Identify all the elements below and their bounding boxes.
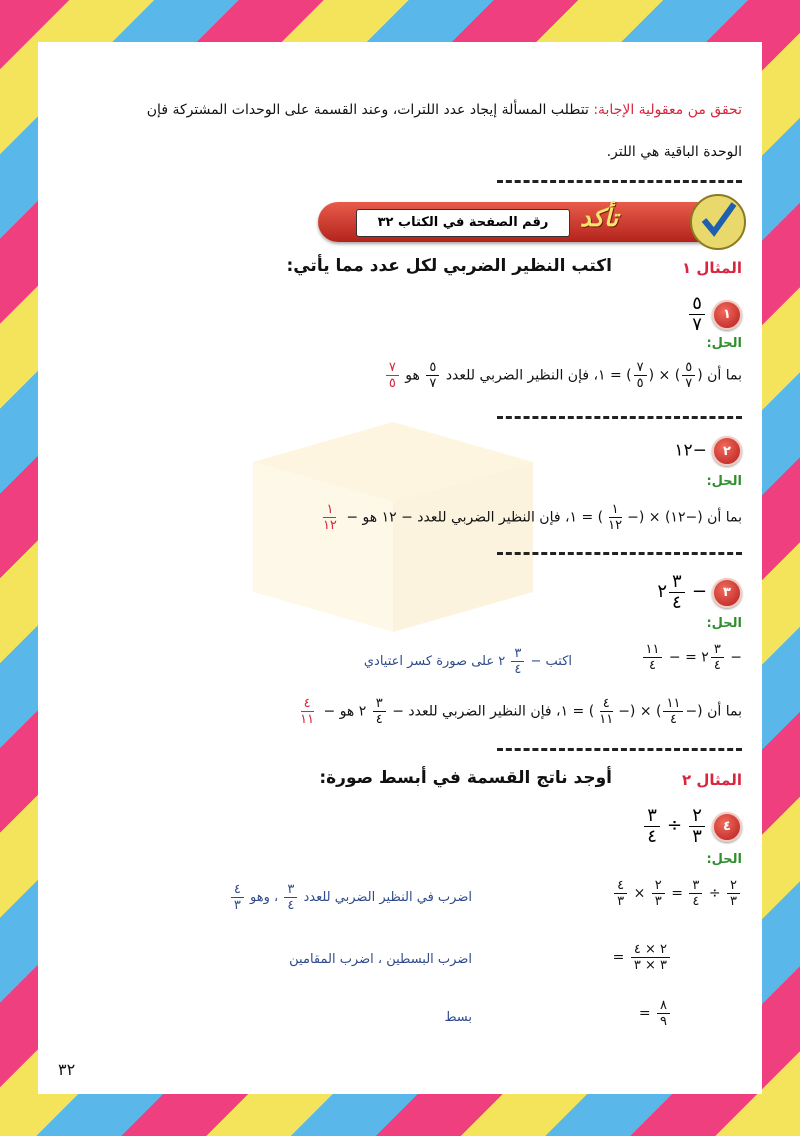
question-number-badge: ٣: [712, 578, 742, 608]
question-2-answer: $\frac{١}{١٢}$: [322, 502, 337, 533]
page-number: ٣٢: [58, 1060, 76, 1079]
question-number-badge: ١: [712, 300, 742, 330]
question-2: [674, 436, 742, 466]
question-4-step-1: $\frac{٢}{٣}$ ÷ $\frac{٣}{٤}$ = $\frac{٢}{٣}$ × $\frac{٤}{٣}$: [612, 878, 742, 909]
example-1-instruction: اكتب النظير الضربي لكل عدد مما يأتي:: [286, 256, 612, 276]
question-4-step-2-note: اضرب البسطين ، اضرب المقامين: [289, 952, 472, 967]
question-1-answer: $\frac{٧}{٥}$: [386, 360, 399, 391]
banner-title: تأكد: [580, 204, 619, 232]
example-2-label: المثال ٢: [682, 771, 742, 789]
question-3-solution: بما أن (− $\frac{١١}{٤}$ ) × (− $\frac{٤}{١١}$ ) = ١، فإن النظير الضربي للعدد − $\frac{٣}{٤}$ ٢ هو − $\frac{٤}{١١}$: [295, 696, 742, 727]
question-3: ٣ − $\frac{٣}{٤}$ ٢: [657, 572, 742, 613]
divider: [497, 748, 742, 751]
page-ref-box: رقم الصفحة في الكتاب ٣٢: [356, 209, 570, 237]
checkmark-icon: [690, 194, 746, 250]
question-4-step-1-note: اضرب في النظير الضربي للعدد $\frac{٣}{٤}$ ، وهو $\frac{٤}{٣}$: [229, 882, 472, 913]
takkad-banner: [318, 202, 742, 242]
question-4-step-3-note: بسط: [444, 1010, 472, 1025]
divider: [497, 552, 742, 555]
solution-label: الحل:: [706, 336, 742, 351]
example-1-header: [682, 258, 742, 277]
intro-line-1: [147, 102, 742, 118]
question-2-solution: بما أن (−١٢) × (− $\frac{١}{١٢}$ ) = ١، فإن النظير الضربي للعدد − ١٢ هو − $\frac{١}{١٢}$: [318, 502, 742, 533]
intro-text-1: تتطلب المسألة إيجاد عدد اللترات، وعند القسمة على الوحدات المشتركة فإن: [146, 102, 589, 118]
question-4-step-3: $\frac{٨}{٩}$ =: [639, 998, 672, 1029]
question-4: ٤ $\frac{٢}{٣}$ ÷ $\frac{٣}{٤}$: [642, 806, 742, 847]
question-4-step-2: $\frac{٢ \times ٤}{٣ \times ٣}$ =: [613, 942, 672, 973]
worksheet-page: [38, 42, 762, 1094]
solution-label: الحل:: [706, 616, 742, 631]
example-2-instruction: أوجد ناتج القسمة في أبسط صورة:: [319, 768, 612, 788]
question-2-value: −١٢: [674, 440, 707, 461]
solution-label: الحل:: [706, 852, 742, 867]
question-number-badge: ٤: [712, 812, 742, 842]
divider: [497, 416, 742, 419]
question-number-badge: ٢: [712, 436, 742, 466]
question-3-answer: $\frac{٤}{١١}$: [300, 696, 315, 727]
divider: [497, 180, 742, 183]
example-2-header: [682, 770, 742, 789]
solution-label: الحل:: [706, 474, 742, 489]
question-3-hint: اكتب − $\frac{٣}{٤}$ ٢ على صورة كسر اعتيادي: [363, 646, 572, 677]
intro-text-2: الوحدة الباقية هي اللتر.: [606, 144, 742, 160]
question-1-solution: بما أن ( $\frac{٥}{٧}$ ) × ( $\frac{٧}{٥}$ ) = ١، فإن النظير الضربي للعدد $\frac{٥}{٧}$ هو $\frac{٧}{٥}$: [384, 360, 742, 391]
example-1-label: المثال ١: [682, 259, 742, 277]
question-3-conversion: − $\frac{٣}{٤}$ ٢ = − $\frac{١١}{٤}$: [641, 642, 742, 673]
question-1-fraction: $\frac{٥}{٧}$: [689, 294, 705, 335]
question-1: [687, 294, 742, 335]
intro-label: تحقق من معقولية الإجابة:: [593, 102, 742, 118]
